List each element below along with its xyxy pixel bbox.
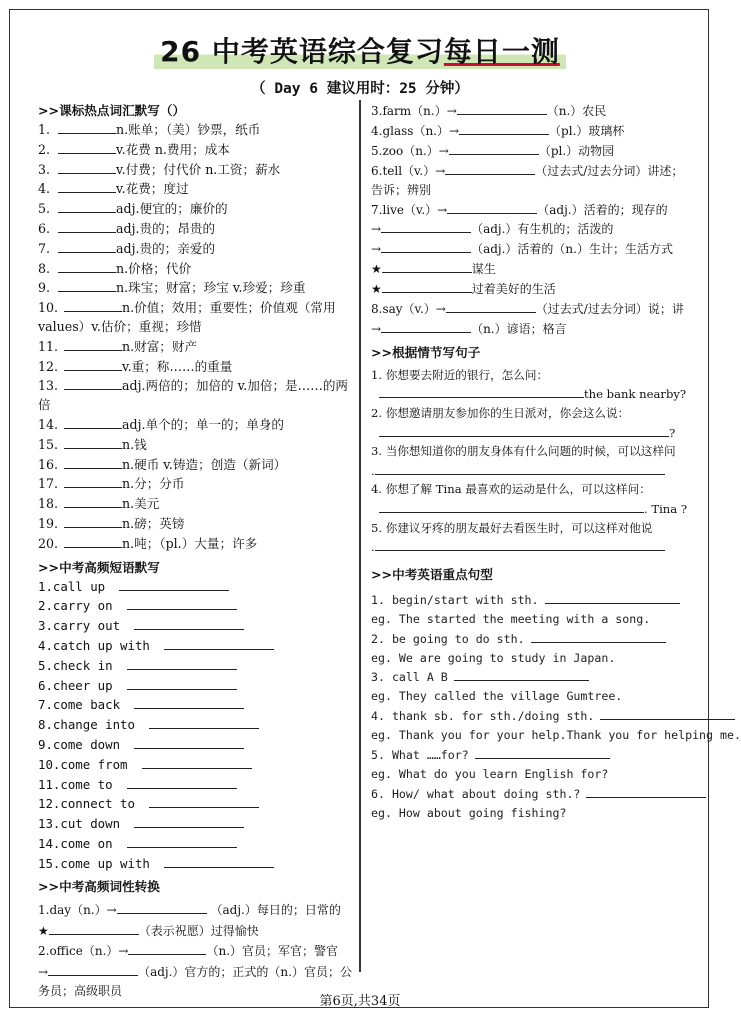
phrase-item: 13.cut down bbox=[38, 814, 353, 834]
vocab-item: 7. adj.贵的；亲爱的 bbox=[38, 240, 216, 256]
situation-answer: . bbox=[371, 461, 684, 481]
vocab-item: 14. adj.单个的；单一的；单身的 bbox=[38, 416, 285, 432]
vocab-item: 5. adj.便宜的；廉价的 bbox=[38, 201, 228, 217]
form-item: 3.farm（n.）→ （n.）农民 bbox=[371, 101, 684, 121]
answer-blank[interactable] bbox=[127, 834, 237, 848]
answer-blank[interactable] bbox=[48, 962, 138, 976]
form-item: ★ （表示祝愿）过得愉快 bbox=[38, 921, 353, 942]
vocab-item: 3. v.付费；付代价 n.工资；薪水 bbox=[38, 161, 281, 177]
pattern-example: eg. They called the village Gumtree. bbox=[371, 689, 623, 704]
answer-blank[interactable] bbox=[49, 921, 139, 935]
answer-blank[interactable] bbox=[382, 259, 472, 273]
form-item: → （adj.）有生机的；活泼的 bbox=[371, 219, 684, 239]
situation-answer: the bank nearby? bbox=[371, 384, 684, 404]
phrase-item: 11.come to bbox=[38, 775, 353, 795]
phrase-item: 2.carry on bbox=[38, 596, 353, 616]
vocab-item: 1. n.账单；（美）钞票，纸币 bbox=[38, 122, 261, 137]
answer-blank[interactable] bbox=[379, 423, 669, 437]
vocab-heading: >>课标热点词汇默写（） bbox=[38, 103, 186, 118]
column-divider bbox=[359, 100, 361, 972]
answer-blank[interactable] bbox=[447, 200, 537, 214]
answer-blank[interactable] bbox=[545, 590, 680, 604]
phrase-item: 14.come on bbox=[38, 834, 353, 854]
form-item: 1.day（n.）→ （adj.）每日的；日常的 bbox=[38, 900, 353, 921]
pattern-example: eg. The started the meeting with a song. bbox=[371, 611, 651, 626]
situation-question: 1. 你想要去附近的银行，怎么问： bbox=[371, 367, 549, 382]
answer-blank[interactable] bbox=[379, 384, 584, 398]
phrase-item: 6.cheer up bbox=[38, 676, 353, 696]
answer-blank[interactable] bbox=[459, 121, 549, 135]
phrase-heading: >>中考高频短语默写 bbox=[38, 559, 160, 575]
vocab-item: 13. adj.两倍的；加倍的 v.加倍；是……的两倍 bbox=[38, 378, 349, 413]
vocab-item: 4. v.花费；度过 bbox=[38, 181, 189, 197]
situation-question: 4. 你想了解 Tina 最喜欢的运动是什么，可以这样问： bbox=[371, 482, 651, 497]
phrase-item: 1.call up bbox=[38, 577, 353, 597]
forms-heading: >>中考高频词性转换 bbox=[38, 879, 160, 895]
phrase-list bbox=[38, 577, 353, 874]
answer-blank[interactable] bbox=[164, 854, 274, 868]
situation-answer: . bbox=[371, 537, 684, 557]
right-column bbox=[371, 101, 741, 823]
situation-answer: ? bbox=[371, 423, 684, 443]
answer-blank[interactable] bbox=[64, 415, 122, 429]
answer-blank[interactable] bbox=[134, 616, 244, 630]
answer-blank[interactable] bbox=[134, 735, 244, 749]
form-item: 4.glass（n.）→ （pl.）玻璃杯 bbox=[371, 121, 684, 141]
form-item: 5.zoo（n.）→ （pl.）动物园 bbox=[371, 141, 684, 161]
vocab-item: 17. n.分；分币 bbox=[38, 476, 185, 492]
pattern-item: 2. be going to do sth. bbox=[371, 629, 684, 649]
answer-blank[interactable] bbox=[475, 745, 610, 759]
situation-question: 2. 你想邀请朋友参加你的生日派对，你会这么说： bbox=[371, 406, 630, 421]
form-item: ★ 过着美好的生活 bbox=[371, 279, 684, 299]
form-item: → （adj.）活着的（n.）生计；生活方式 bbox=[371, 239, 684, 259]
situation-heading: >>根据情节写句子 bbox=[371, 344, 481, 360]
pattern-item: 4. thank sb. for sth./doing sth. bbox=[371, 706, 684, 726]
answer-blank[interactable] bbox=[164, 636, 274, 650]
answer-blank[interactable] bbox=[149, 794, 259, 808]
patterns-heading: >>中考英语重点句型 bbox=[371, 566, 493, 582]
vocab-item: 10. n.价值；效用；重要性；价值观（常用 values）v.估价；重视；珍惜 bbox=[38, 300, 336, 334]
form-item: → （adj.）官方的；正式的（n.）官员；公务员；高级职员 bbox=[38, 962, 353, 1002]
vocab-item: 15. n.钱 bbox=[38, 436, 147, 452]
form-item: 8.say（v.）→ （过去式/过去分词）说；讲→ （n.）谚语；格言 bbox=[371, 299, 684, 339]
situation-answer: . Tina ? bbox=[371, 499, 684, 519]
vocab-item: 18. n.美元 bbox=[38, 496, 160, 512]
situation-question: 3. 当你想知道你的朋友身体有什么问题的时候，可以这样问 bbox=[371, 444, 676, 459]
answer-blank[interactable] bbox=[64, 337, 122, 351]
answer-blank[interactable] bbox=[58, 239, 116, 253]
pattern-example: eg. What do you learn English for? bbox=[371, 766, 609, 781]
answer-blank[interactable] bbox=[381, 219, 471, 233]
answer-blank[interactable] bbox=[64, 376, 122, 390]
answer-blank[interactable] bbox=[58, 160, 116, 174]
pattern-item: 3. call A B bbox=[371, 667, 684, 687]
answer-blank[interactable] bbox=[58, 179, 116, 193]
situation-question: 5. 你建议牙疼的朋友最好去看医生时，可以这样对他说 bbox=[371, 520, 653, 535]
phrase-item: 10.come from bbox=[38, 755, 353, 775]
answer-blank[interactable] bbox=[127, 676, 237, 690]
form-item: 2.office（n.）→ （n.）官员；军官；警官 bbox=[38, 941, 353, 962]
answer-blank[interactable] bbox=[457, 101, 547, 115]
title-main: 26 中考英语综合复习 bbox=[160, 35, 444, 68]
answer-blank[interactable] bbox=[119, 577, 229, 591]
answer-blank[interactable] bbox=[379, 499, 644, 513]
phrase-item: 7.come back bbox=[38, 695, 353, 715]
vocab-item: 2. v.花费 n.费用；成本 bbox=[38, 141, 230, 157]
answer-blank[interactable] bbox=[149, 715, 259, 729]
answer-blank[interactable] bbox=[58, 278, 116, 292]
answer-blank[interactable] bbox=[58, 219, 116, 233]
pattern-example: eg. Thank you for your help.Thank you for helping me. bbox=[371, 728, 741, 743]
vocab-item: 8. n.价格；代价 bbox=[38, 260, 192, 276]
answer-blank[interactable] bbox=[64, 494, 122, 508]
answer-blank[interactable] bbox=[64, 455, 122, 469]
page-title bbox=[154, 32, 566, 72]
title-highlight: 每日一测 bbox=[443, 35, 560, 68]
forms-left bbox=[38, 900, 353, 1002]
answer-blank[interactable] bbox=[381, 239, 471, 253]
answer-blank[interactable] bbox=[128, 941, 206, 955]
phrase-item: 4.catch up with bbox=[38, 636, 353, 656]
vocab-list bbox=[38, 120, 353, 554]
pattern-item: 1. begin/start with sth. bbox=[371, 590, 684, 610]
answer-blank[interactable] bbox=[127, 775, 237, 789]
phrase-item: 15.come up with bbox=[38, 854, 353, 874]
vocab-item: 11. n.财富；财产 bbox=[38, 338, 198, 354]
answer-blank[interactable] bbox=[64, 534, 122, 548]
answer-blank[interactable] bbox=[64, 514, 122, 528]
pattern-example: eg. How about going fishing? bbox=[371, 805, 567, 820]
phrase-item: 9.come down bbox=[38, 735, 353, 755]
answer-blank[interactable] bbox=[446, 299, 536, 313]
vocab-item: 16. n.硬币 v.铸造；创造（新词） bbox=[38, 456, 287, 472]
answer-blank[interactable] bbox=[445, 161, 535, 175]
pattern-item: 5. What ……for? bbox=[371, 745, 684, 765]
phrase-item: 12.connect to bbox=[38, 794, 353, 814]
phrase-item: 5.check in bbox=[38, 656, 353, 676]
answer-blank[interactable] bbox=[58, 120, 116, 134]
answer-blank[interactable] bbox=[531, 629, 666, 643]
answer-blank[interactable] bbox=[586, 784, 706, 798]
pattern-item: 6. How/ what about doing sth.? bbox=[371, 784, 684, 804]
answer-blank[interactable] bbox=[64, 298, 122, 312]
answer-blank[interactable] bbox=[454, 667, 589, 681]
form-item: 6.tell（v.）→ （过去式/过去分词）讲述；告诉；辨别 bbox=[371, 161, 684, 200]
answer-blank[interactable] bbox=[127, 656, 237, 670]
form-item: ★ 谋生 bbox=[371, 259, 684, 279]
answer-blank[interactable] bbox=[58, 259, 116, 273]
phrase-item: 3.carry out bbox=[38, 616, 353, 636]
answer-blank[interactable] bbox=[58, 140, 116, 154]
vocab-item: 19. n.磅；英镑 bbox=[38, 515, 185, 531]
answer-blank[interactable] bbox=[117, 900, 207, 914]
pattern-example: eg. We are going to study in Japan. bbox=[371, 650, 616, 665]
answer-blank[interactable] bbox=[600, 706, 735, 720]
vocab-item: 20. n.吨；（pl.）大量；许多 bbox=[38, 535, 258, 551]
title-area bbox=[0, 32, 720, 72]
pattern-list bbox=[371, 590, 741, 823]
page-subtitle: （ Day 6 建议用时：25 分钟） bbox=[251, 81, 469, 97]
vocab-item: 6. adj.贵的；昂贵的 bbox=[38, 220, 216, 236]
left-column bbox=[38, 101, 353, 1002]
vocab-item: 9. n.珠宝；财富；珍宝 v.珍爱；珍重 bbox=[38, 280, 306, 296]
answer-blank[interactable] bbox=[381, 319, 471, 333]
answer-blank[interactable] bbox=[142, 755, 252, 769]
answer-blank[interactable] bbox=[449, 141, 539, 155]
answer-blank[interactable] bbox=[64, 435, 122, 449]
phrase-item: 8.change into bbox=[38, 715, 353, 735]
answer-blank[interactable] bbox=[58, 199, 116, 213]
answer-blank[interactable] bbox=[375, 537, 665, 551]
answer-blank[interactable] bbox=[375, 461, 665, 475]
page-footer: 第6页,共34页 bbox=[319, 994, 401, 1009]
answer-blank[interactable] bbox=[382, 279, 472, 293]
situation-list bbox=[371, 362, 688, 557]
vocab-item: 12. v.重；称……的重量 bbox=[38, 358, 233, 374]
answer-blank[interactable] bbox=[64, 474, 122, 488]
answer-blank[interactable] bbox=[127, 596, 237, 610]
form-item: 7.live（v.）→ （adj.）活着的；现存的 bbox=[371, 200, 684, 220]
answer-blank[interactable] bbox=[134, 814, 244, 828]
answer-blank[interactable] bbox=[134, 695, 244, 709]
answer-blank[interactable] bbox=[64, 357, 122, 371]
